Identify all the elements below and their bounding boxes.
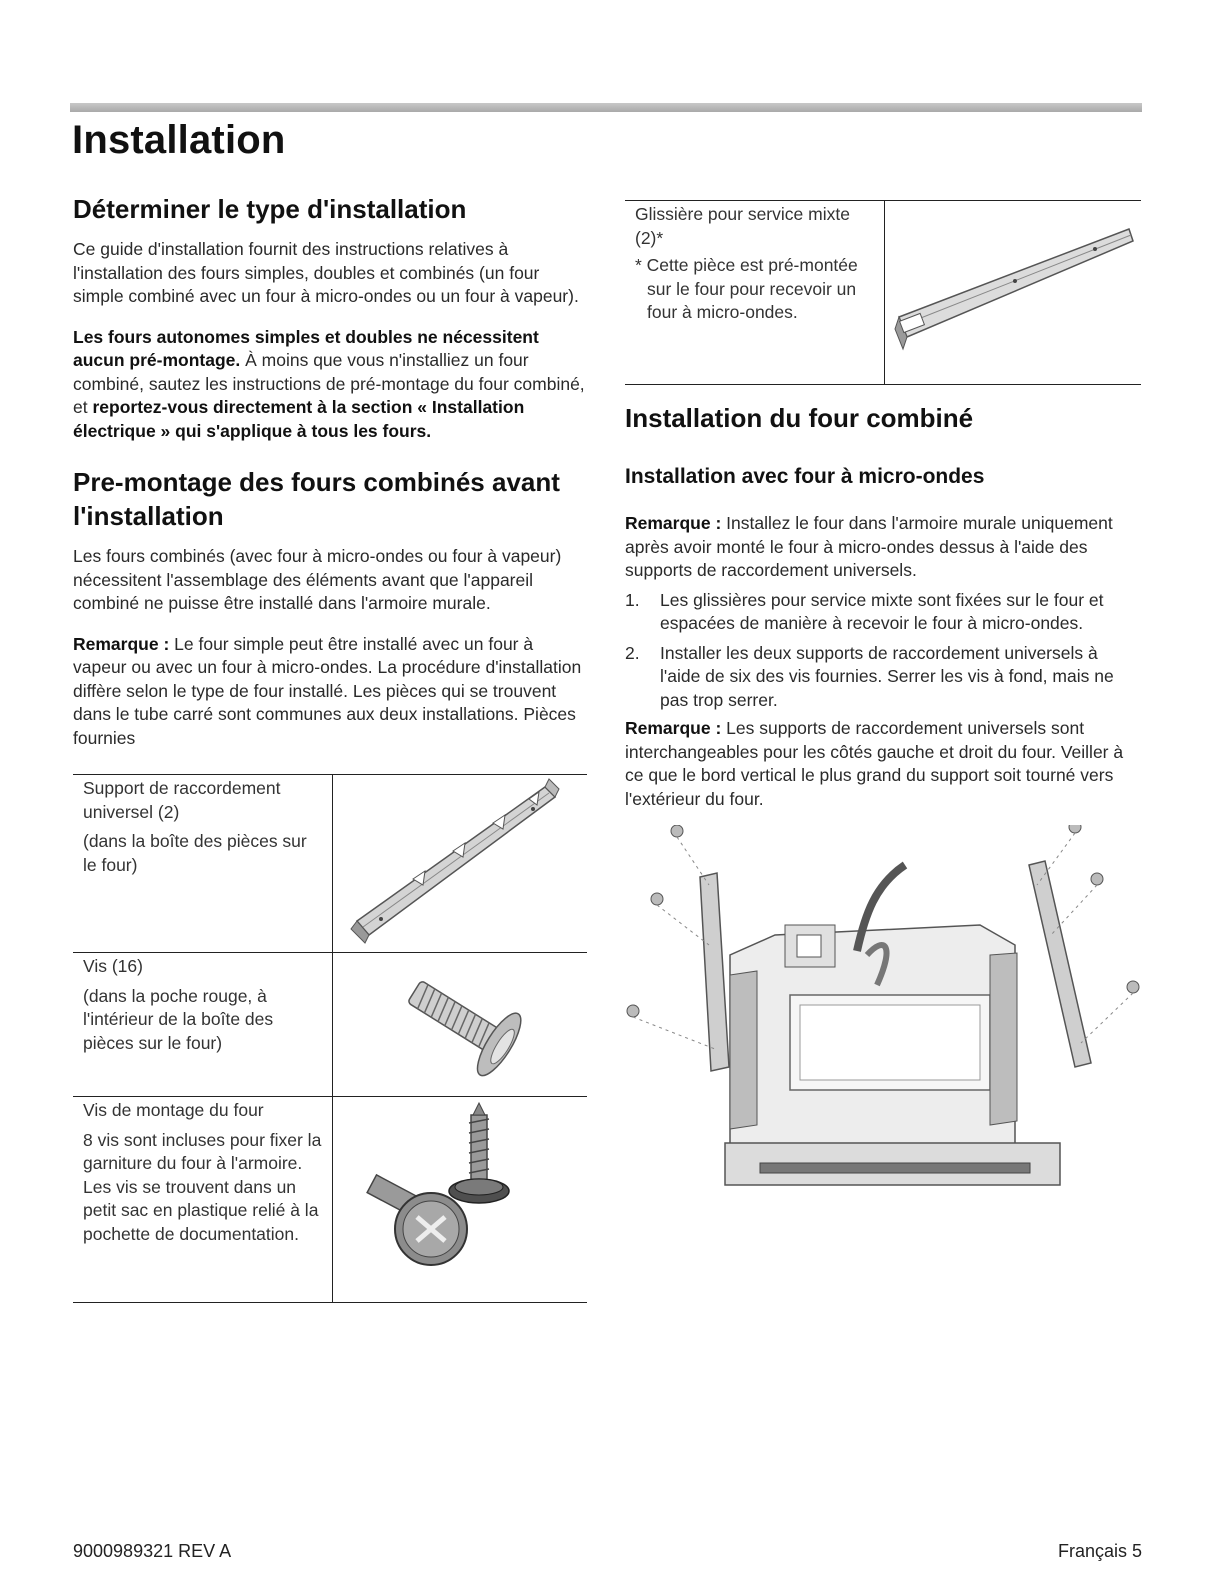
- note-middle: À moins que vous n'installiez un four combiné, sautez les instructions de pré-montage du four combiné, et: [73, 350, 585, 417]
- screw-icon: [333, 953, 587, 1091]
- mounting-screws-icon: [333, 1097, 587, 1297]
- microwave-bracket-diagram: [625, 825, 1142, 1205]
- remark-label: Remarque :: [625, 718, 722, 738]
- note-bold-1: Les fours autonomes simples et doubles ne nécessitent aucun pré-montage.: [73, 326, 539, 370]
- table-row: [625, 201, 1141, 385]
- page-label: Français 5: [1057, 1541, 1142, 1561]
- part-name: Support de raccordement universel (2): [83, 778, 281, 822]
- right-column: [625, 200, 1142, 1210]
- table-row: [73, 1097, 587, 1303]
- intro-paragraph: Ce guide d'installation fournit des instructions relatives à l'installation des fours simples, doubles et combinés (un four simple combiné avec un four à micro-ondes ou un four à vapeur).: [73, 239, 579, 306]
- heading-installation-type: Déterminer le type d'installation: [73, 194, 467, 224]
- remark-paragraph: [73, 633, 588, 751]
- remark-text: Le four simple peut être installé avec un four à vapeur ou avec un four à micro-ondes. La procédure d'installation diffère selon le type de four installé. Les pièces qui se trouvent dans le tube carré sont communes aux deux installations. Pièces fournies: [73, 633, 582, 748]
- remark-text: Les supports de raccordement universels sont interchangeables pour les côtés gauche et droit du four. Veiller à ce que le bord vertical le plus grand du support soit tourné vers l'extérieur du four.: [625, 718, 1124, 809]
- left-column: [73, 192, 588, 1303]
- part-detail: 8 vis sont incluses pour fixer la garniture du four à l'armoire. Les vis se trouvent dans un petit sac en plastique relié à la pochette de documentation.: [83, 1129, 322, 1244]
- table-row: [73, 775, 587, 953]
- step-number: 2.: [625, 642, 640, 663]
- part-note: * Cette pièce est pré-montée sur le four pour recevoir un four à micro-ondes.: [635, 255, 858, 322]
- list-item: [625, 642, 1142, 713]
- table-row: [73, 953, 587, 1097]
- premontage-paragraph: Les fours combinés (avec four à micro-ondes ou four à vapeur) nécessitent l'assemblage des éléments avant que l'appareil combiné ne puisse être installé dans l'armoire murale.: [73, 546, 562, 613]
- list-item: [625, 589, 1142, 636]
- heading-microwave-install: Installation avec four à micro-ondes: [625, 465, 985, 488]
- bracket-icon: [333, 775, 587, 947]
- part-detail: (dans la poche rouge, à l'intérieur de la boîte des pièces sur le four): [83, 985, 274, 1053]
- part-name: Vis de montage du four: [83, 1100, 264, 1120]
- heading-premontage: Pre-montage des fours combinés avant l'installation: [73, 467, 560, 531]
- header-rule: [70, 103, 1142, 112]
- note-bold-2: reportez-vous directement à la section « Installation électrique » qui s'applique à tous les fours.: [73, 397, 525, 441]
- slide-part-table: [625, 200, 1141, 385]
- page-title: Installation: [72, 118, 286, 162]
- parts-table: [73, 774, 587, 1303]
- remark-label: Remarque :: [625, 513, 722, 533]
- remark-text: Installez le four dans l'armoire murale uniquement après avoir monté le four à micro-ondes dessus à l'aide des supports de raccordement universels.: [625, 513, 1113, 580]
- remark-paragraph: [625, 717, 1142, 811]
- part-detail: (dans la boîte des pièces sur le four): [83, 831, 307, 875]
- step-number: 1.: [625, 589, 640, 610]
- standalone-note: [73, 326, 588, 444]
- remark-paragraph: [625, 512, 1142, 583]
- document-number: 9000989321 REV A: [73, 1541, 232, 1561]
- heading-combo-install: Installation du four combiné: [625, 403, 974, 433]
- part-name: Vis (16): [83, 956, 143, 976]
- step-text: Installer les deux supports de raccordement universels à l'aide de six des vis fournies. Serrer les vis à fond, mais ne pas trop serrer.: [660, 642, 1114, 710]
- part-name: Glissière pour service mixte (2)*: [635, 204, 850, 248]
- steps-list: [625, 589, 1142, 713]
- remark-label: Remarque :: [73, 633, 170, 654]
- slide-rail-icon: [885, 201, 1141, 379]
- step-text: Les glissières pour service mixte sont fixées sur le four et espacées de manière à recevoir le four à micro-ondes.: [660, 589, 1104, 633]
